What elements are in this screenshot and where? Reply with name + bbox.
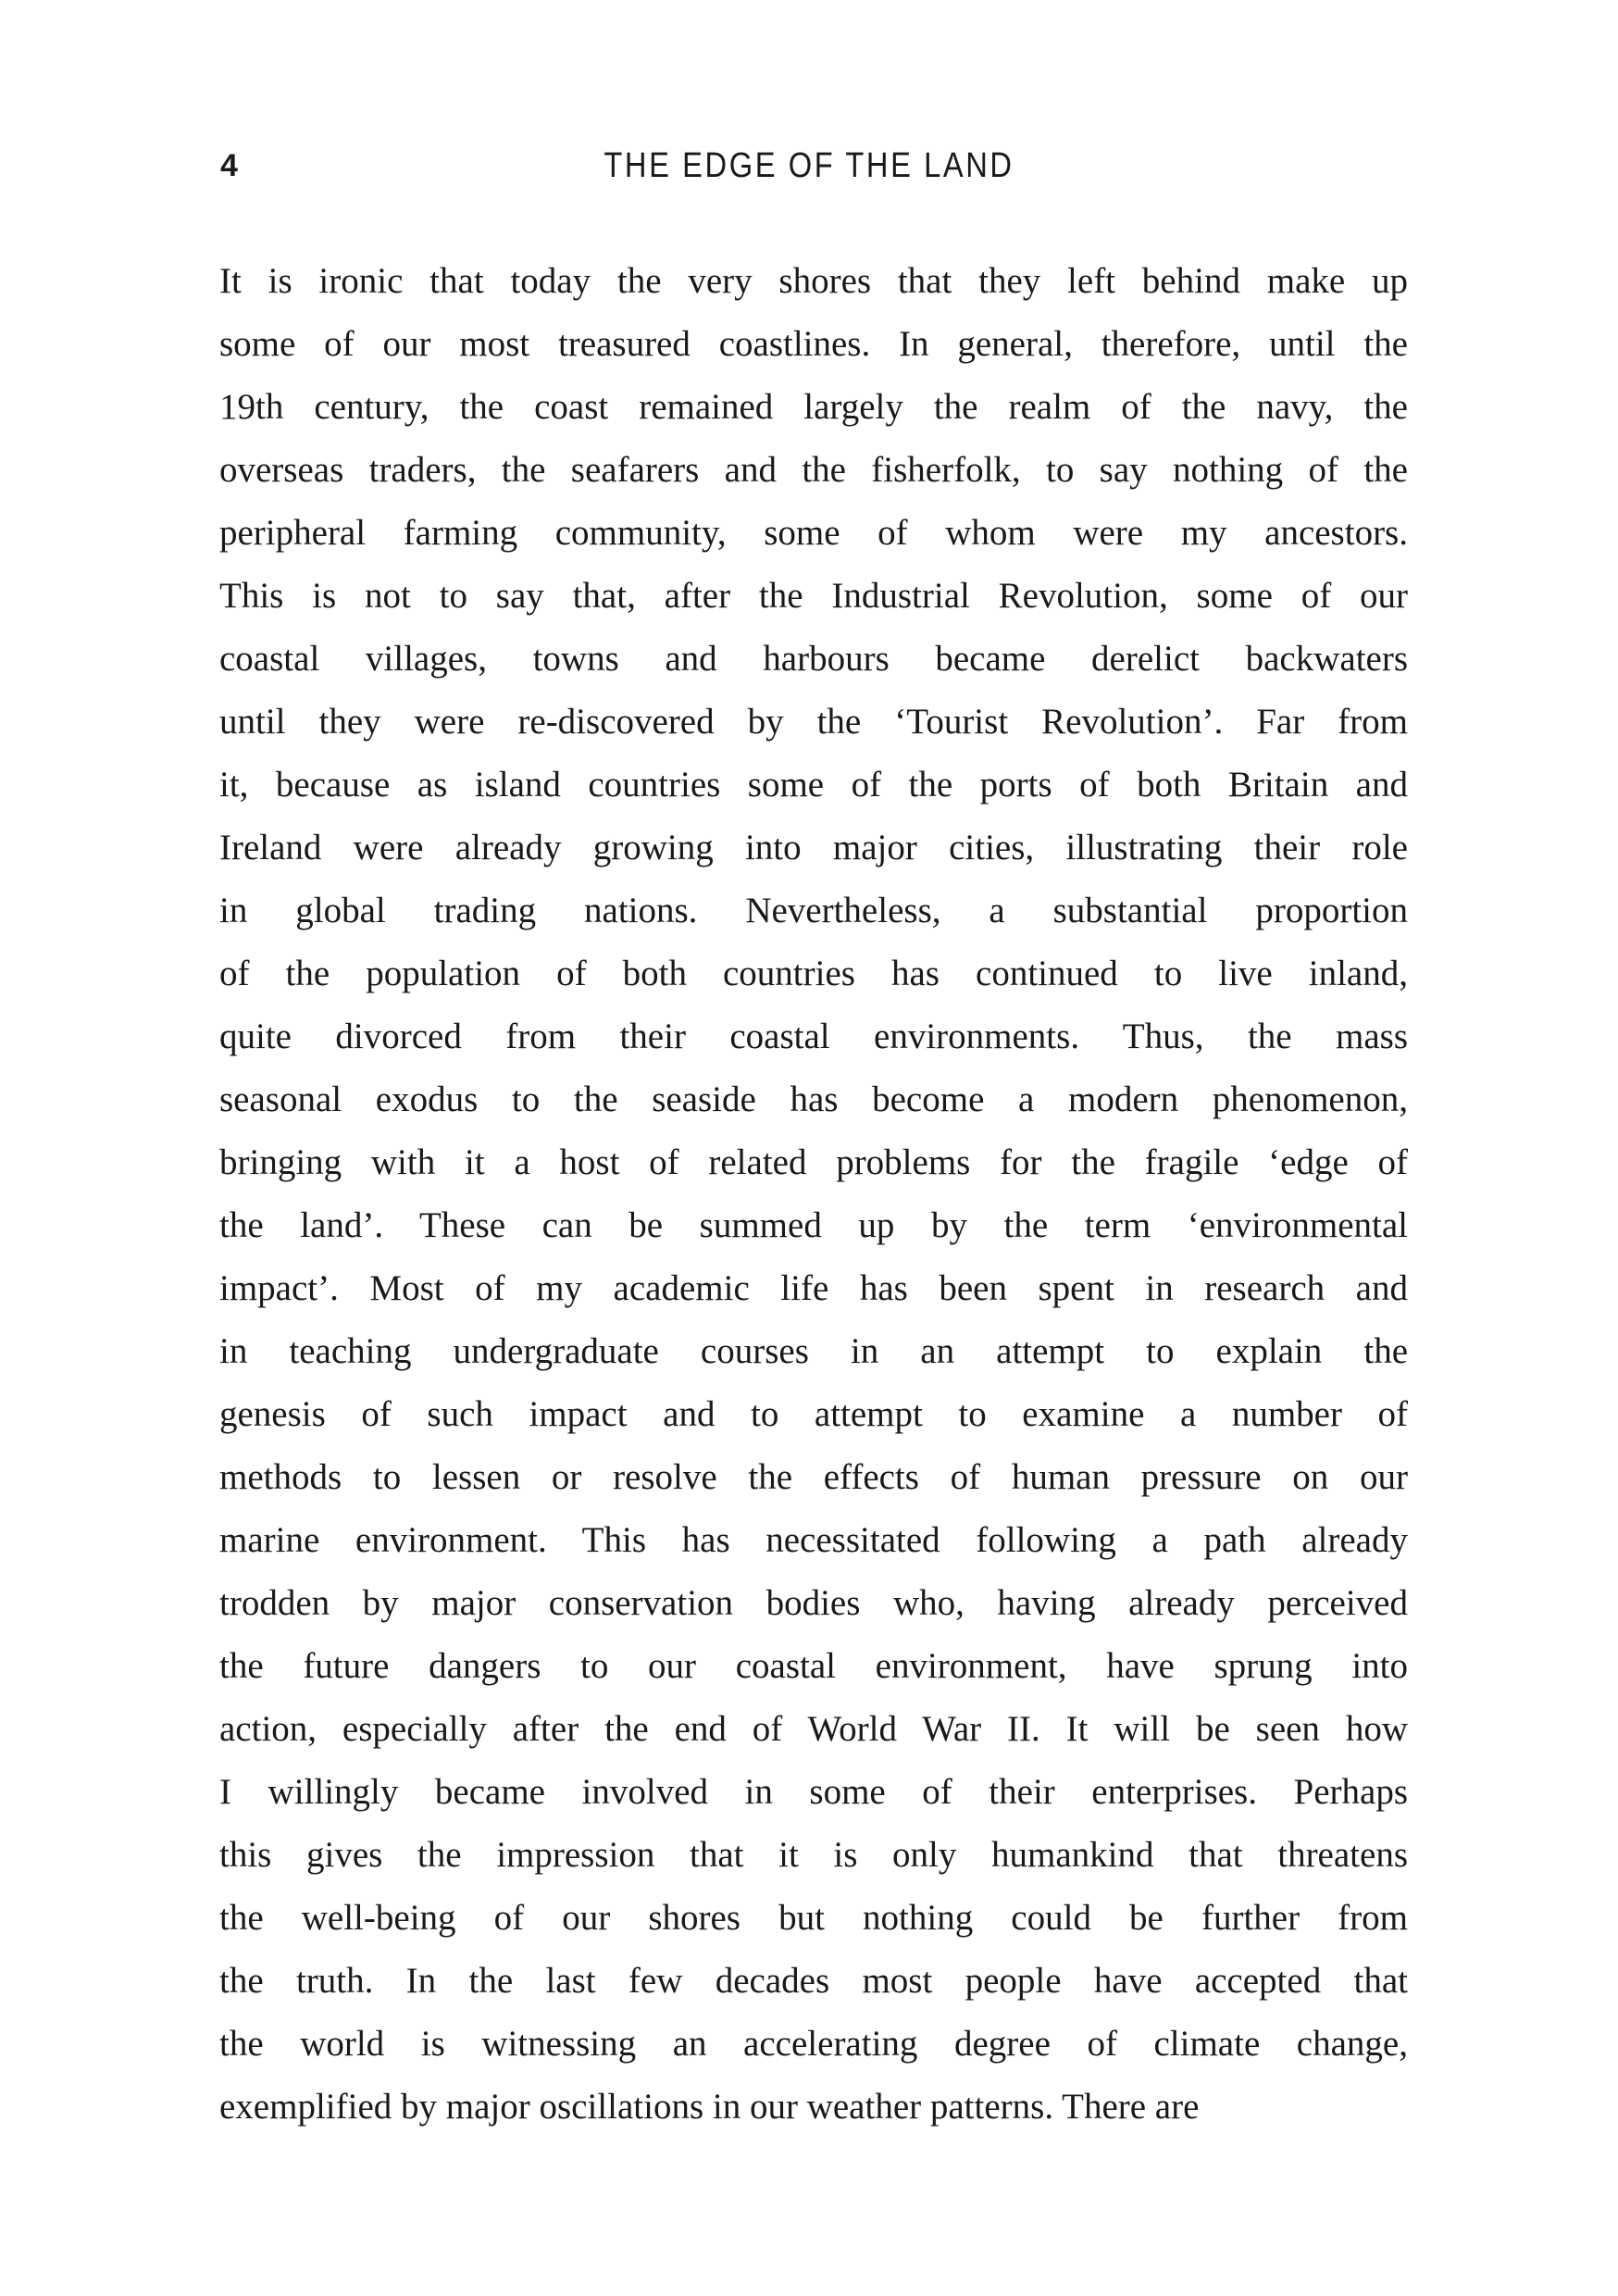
- body-paragraph: [219, 250, 1408, 2139]
- text-line: the truth. In the last few decades most people have accepted that: [219, 1961, 1408, 2001]
- text-line: the future dangers to our coastal environment, have sprung into: [219, 1646, 1408, 1686]
- text-line: overseas traders, the seafarers and the fisherfolk, to say nothing of the: [219, 450, 1408, 490]
- text-line: of the population of both countries has continued to live inland,: [219, 954, 1408, 993]
- text-line: This is not to say that, after the Industrial Revolution, some of our: [219, 576, 1408, 616]
- text-line: bringing with it a host of related problems for the fragile ‘edge of: [219, 1142, 1408, 1182]
- text-line: some of our most treasured coastlines. In general, therefore, until the: [219, 324, 1408, 364]
- text-line: methods to lessen or resolve the effects of human pressure on our: [219, 1457, 1408, 1497]
- text-line: until they were re-discovered by the ‘Tourist Revolution’. Far from: [219, 702, 1408, 742]
- running-head: [0, 146, 1618, 187]
- text-line: action, especially after the end of World War II. It will be seen how: [219, 1709, 1408, 1749]
- running-head-title: THE EDGE OF THE LAND: [604, 146, 1014, 185]
- text-line: in global trading nations. Nevertheless, a substantial proportion: [219, 891, 1408, 930]
- text-line: it, because as island countries some of the ports of both Britain and: [219, 765, 1408, 805]
- text-line: I willingly became involved in some of their enterprises. Perhaps: [219, 1772, 1408, 1812]
- text-line: coastal villages, towns and harbours became derelict backwaters: [219, 639, 1408, 679]
- text-line: the world is witnessing an accelerating degree of climate change,: [219, 2024, 1408, 2064]
- text-line: 19th century, the coast remained largely the realm of the navy, the: [219, 387, 1408, 427]
- text-line: the well-being of our shores but nothing could be further from: [219, 1898, 1408, 1938]
- text-line: seasonal exodus to the seaside has become a modern phenomenon,: [219, 1079, 1408, 1119]
- page-number: 4: [220, 148, 238, 183]
- text-line: this gives the impression that it is only humankind that threatens: [219, 1835, 1408, 1875]
- text-line: Ireland were already growing into major cities, illustrating their role: [219, 828, 1408, 867]
- text-line: quite divorced from their coastal environments. Thus, the mass: [219, 1017, 1408, 1056]
- text-line: genesis of such impact and to attempt to examine a number of: [219, 1394, 1408, 1434]
- text-line: marine environment. This has necessitated following a path already: [219, 1520, 1408, 1560]
- text-line: trodden by major conservation bodies who, having already perceived: [219, 1583, 1408, 1623]
- text-line: It is ironic that today the very shores that they left behind make up: [219, 261, 1408, 301]
- text-line: peripheral farming community, some of whom were my ancestors.: [219, 513, 1408, 553]
- text-line: in teaching undergraduate courses in an attempt to explain the: [219, 1331, 1408, 1371]
- text-line: the land’. These can be summed up by the term ‘environmental: [219, 1205, 1408, 1245]
- text-line: exemplified by major oscillations in our weather patterns. There are: [219, 2087, 1200, 2127]
- text-line: impact’. Most of my academic life has been spent in research and: [219, 1268, 1408, 1308]
